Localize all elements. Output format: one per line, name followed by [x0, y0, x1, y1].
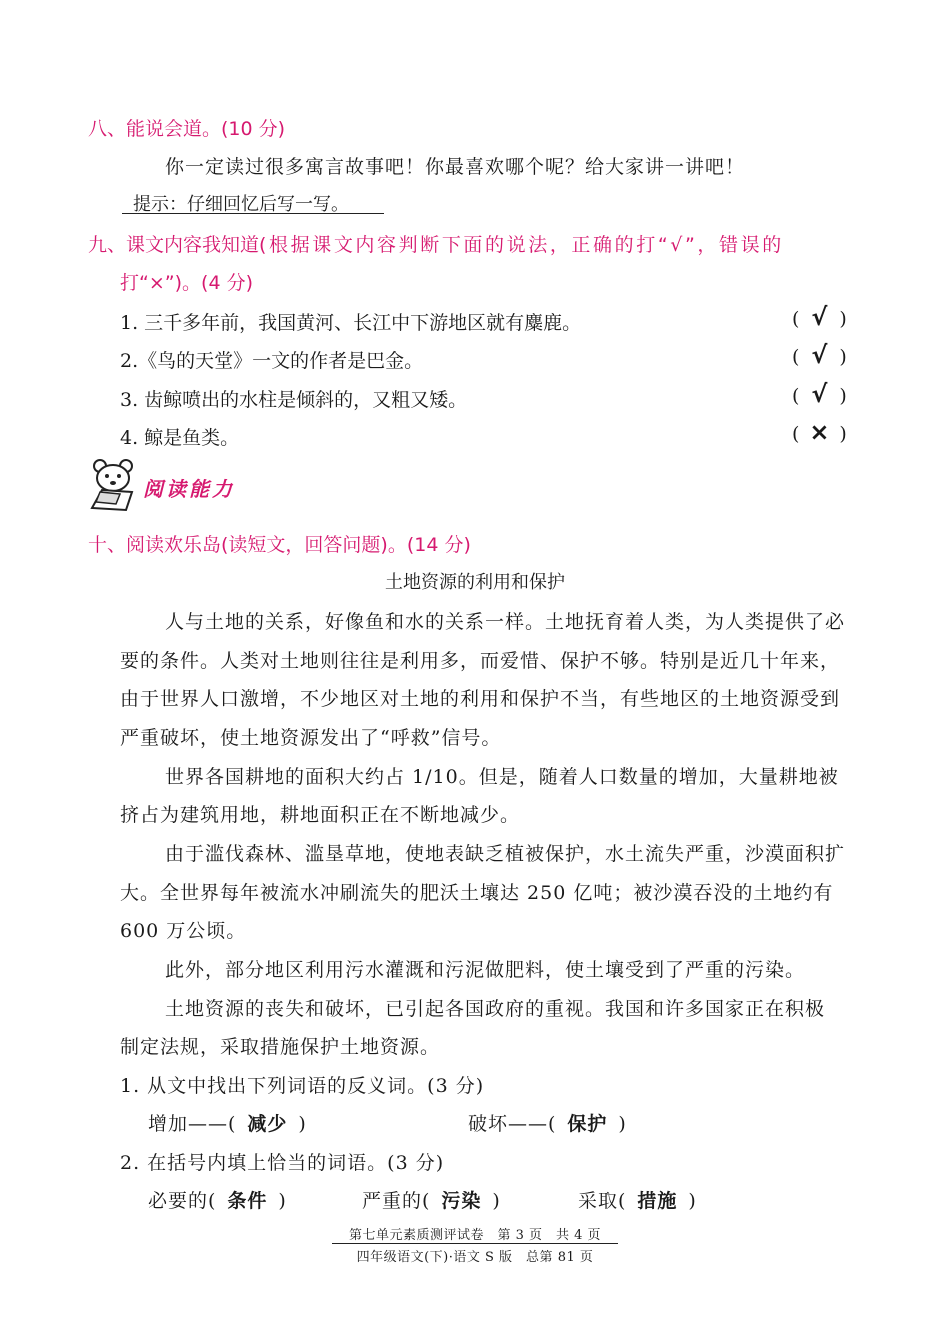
section8-hint: 提示：仔细回忆后写一写。 [133, 194, 349, 215]
q1-pair-1-answer: 减少 [247, 1113, 288, 1135]
section10-instruction: (读短文，回答问题)。 [221, 534, 407, 556]
tf-item-2-answer: ( √ ) [792, 341, 847, 369]
q1-pair-1-close: ) [298, 1113, 307, 1135]
footer-divider [332, 1243, 618, 1244]
q1-pair-1-word: 增加——( [148, 1113, 237, 1135]
q2-pair-3 [578, 1186, 697, 1213]
section10-title: 十、阅读欢乐岛 [88, 534, 222, 556]
section9-heading [88, 230, 784, 257]
q2-pair-2-close: ) [492, 1190, 501, 1212]
article-title: 土地资源的利用和保护 [385, 572, 565, 593]
q2-pair-2-answer: 污染 [441, 1190, 482, 1212]
article-line: 由于世界人口激增，不少地区对土地的利用和保护不当，有些地区的土地资源受到 [120, 688, 841, 710]
article-line: 此外，部分地区利用污水灌溉和污泥做肥料，使土壤受到了严重的污染。 [165, 959, 806, 981]
q1-pair-2 [468, 1109, 627, 1136]
section9-heading-line2 [120, 268, 253, 295]
q2-pair-1-word: 必要的( [148, 1190, 217, 1212]
question-1: 1. 从文中找出下列词语的反义词。(3 分) [120, 1075, 485, 1097]
section9-instruction1: (根据课文内容判断下面的说法，正确的打“√”，错误的 [259, 234, 784, 256]
article-line: 人与土地的关系，好像鱼和水的关系一样。土地抚育着人类，为人类提供了必 [165, 611, 846, 633]
article-line: 世界各国耕地的面积大约占 1/10。但是，随着人口数量的增加，大量耕地被 [165, 766, 839, 788]
article-line: 要的条件。人类对土地则往往是利用多，而爱惜、保护不够。特别是近几十年来， [120, 650, 841, 672]
q2-pair-3-word: 采取( [578, 1190, 627, 1212]
section10-heading [88, 530, 471, 557]
tf-item-3-text: 3. 齿鲸喷出的水柱是倾斜的，又粗又矮。 [120, 389, 468, 411]
q2-pair-3-close: ) [688, 1190, 697, 1212]
footer-line-1: 第七单元素质测评试卷 第 3 页 共 4 页 [348, 1228, 602, 1243]
q2-pair-1-answer: 条件 [227, 1190, 268, 1212]
tf-item-4-text: 4. 鲸是鱼类。 [120, 427, 240, 449]
tf-item-4-answer: ( × ) [792, 418, 847, 446]
article-line: 600 万公顷。 [120, 920, 247, 942]
check-mark-icon: √ [811, 341, 828, 369]
check-mark-icon: √ [811, 303, 828, 331]
q1-pair-1 [148, 1109, 307, 1136]
article-line: 制定法规，采取措施保护土地资源。 [120, 1036, 441, 1058]
q2-pair-3-answer: 措施 [637, 1190, 678, 1212]
section8-title: 八、能说会道。 [88, 118, 222, 140]
article-line: 土地资源的丧失和破坏，已引起各国政府的重视。我国和许多国家正在积极 [165, 998, 826, 1020]
article-line: 由于滥伐森林、滥垦草地，使地表缺乏植被保护，水土流失严重，沙漠面积扩 [165, 843, 846, 865]
tf-item-2-text: 2.《鸟的天堂》一文的作者是巴金。 [120, 350, 424, 372]
section8-prompt: 你一定读过很多寓言故事吧！你最喜欢哪个呢？给大家讲一讲吧！ [165, 156, 746, 178]
section8-score: (10 分) [221, 118, 286, 140]
section9-score: (4 分) [201, 272, 253, 294]
q1-pair-2-close: ) [618, 1113, 627, 1135]
q1-pair-2-answer: 保护 [567, 1113, 608, 1135]
tf-item-1-text: 1. 三千多年前，我国黄河、长江中下游地区就有麋鹿。 [120, 312, 582, 334]
q2-pair-2 [362, 1186, 501, 1213]
q2-pair-1 [148, 1186, 287, 1213]
footer-line-2: 四年级语文(下)·语文 S 版 总第 81 页 [356, 1250, 594, 1265]
tf-item-1-answer: ( √ ) [792, 303, 847, 331]
tf-item-3-answer: ( √ ) [792, 380, 847, 408]
article-line: 严重破坏，使土地资源发出了“呼救”信号。 [120, 727, 502, 749]
section10-score: (14 分) [406, 534, 471, 556]
bear-reading-icon [86, 456, 144, 514]
q1-pair-2-word: 破坏——( [468, 1113, 557, 1135]
q2-pair-2-word: 严重的( [362, 1190, 431, 1212]
cross-mark-icon: × [809, 418, 830, 446]
q2-pair-1-close: ) [278, 1190, 287, 1212]
section9-title: 九、课文内容我知道 [88, 234, 260, 256]
question-2: 2. 在括号内填上恰当的词语。(3 分) [120, 1152, 445, 1174]
hint-underline [122, 213, 384, 214]
article-line: 挤占为建筑用地，耕地面积正在不断地减少。 [120, 804, 521, 826]
check-mark-icon: √ [811, 380, 828, 408]
reading-banner-title: 阅读能力 [143, 477, 235, 501]
article-line: 大。全世界每年被流水冲刷流失的肥沃土壤达 250 亿吨；被沙漠吞没的土地约有 [120, 882, 834, 904]
section9-instruction2: 打“×”)。 [120, 272, 202, 294]
section8-heading [88, 114, 285, 141]
